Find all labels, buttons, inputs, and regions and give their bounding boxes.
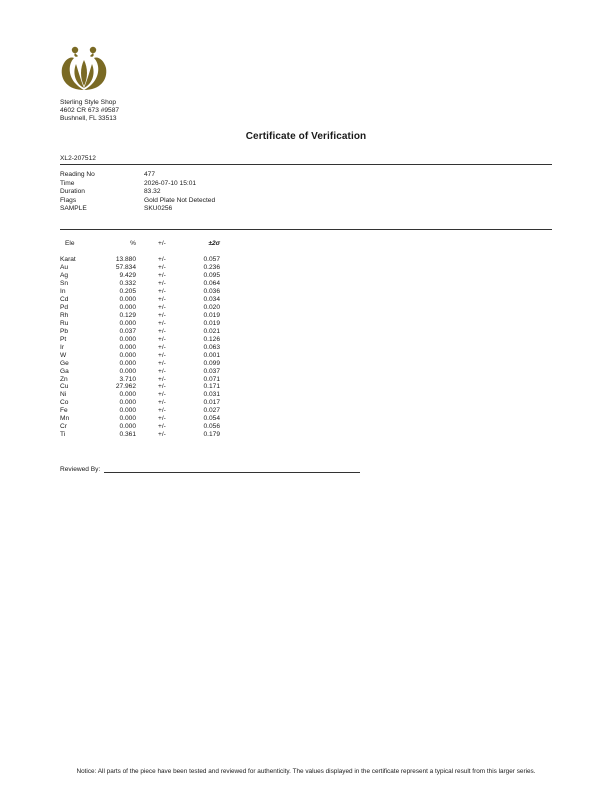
element-cell: Zn (60, 375, 68, 383)
percent-cell: 0.000 (119, 351, 136, 359)
percent-cell: 3.710 (119, 375, 136, 383)
table-row (60, 375, 220, 383)
table-row (60, 399, 220, 407)
table-row (60, 343, 220, 351)
table-row (60, 327, 220, 335)
plus-minus-cell: +/- (158, 296, 166, 304)
percent-cell: 0.000 (119, 423, 136, 431)
element-cell: Cr (60, 423, 67, 431)
plus-minus-cell: +/- (158, 312, 166, 320)
table-row (60, 431, 220, 439)
table-row (60, 391, 220, 399)
column-header-element: Ele (65, 240, 75, 247)
signature-line (104, 465, 360, 473)
table-header (60, 240, 220, 256)
info-value: SKU0256 (144, 205, 173, 213)
info-label: Time (60, 179, 75, 187)
plus-minus-cell: +/- (158, 367, 166, 375)
element-cell: Pt (60, 335, 67, 343)
element-cell: W (60, 351, 67, 359)
percent-cell: 0.361 (119, 431, 136, 439)
percent-cell: 0.000 (119, 407, 136, 415)
element-cell: Sn (60, 280, 69, 288)
error-cell: 0.036 (203, 288, 220, 296)
divider (60, 229, 552, 230)
info-value: 477 (144, 171, 156, 178)
error-cell: 0.017 (203, 399, 220, 407)
error-cell: 0.037 (203, 367, 220, 375)
error-cell: 0.064 (203, 280, 220, 288)
percent-cell: 0.000 (119, 319, 136, 327)
column-header-plus-minus: +/- (158, 240, 166, 247)
shop-address (60, 99, 119, 123)
table-row (60, 288, 220, 296)
element-cell: Rh (60, 312, 69, 320)
percent-cell: 0.000 (119, 367, 136, 375)
info-label: Reading No (60, 171, 95, 178)
plus-minus-cell: +/- (158, 391, 166, 399)
plus-minus-cell: +/- (158, 375, 166, 383)
element-cell: Fe (60, 407, 68, 415)
error-cell: 0.020 (203, 304, 220, 312)
error-cell: 0.057 (203, 256, 220, 264)
table-row (60, 423, 220, 431)
info-row-time (60, 180, 215, 189)
error-cell: 0.019 (203, 312, 220, 320)
table-row (60, 335, 220, 343)
shop-address-line2: Bushnell, FL 33513 (60, 115, 117, 122)
reviewed-by-label: Reviewed By: (60, 466, 101, 473)
info-row-reading-no (60, 171, 215, 180)
error-cell: 0.179 (203, 431, 220, 439)
element-cell: In (60, 288, 66, 296)
error-cell: 0.021 (203, 327, 220, 335)
lotus-flower-logo (58, 42, 110, 92)
plus-minus-cell: +/- (158, 335, 166, 343)
table-row (60, 256, 220, 264)
table-body (60, 256, 220, 439)
column-header-two-sigma: ±2σ (208, 240, 220, 247)
element-cell: Ga (60, 367, 69, 375)
element-cell: Cu (60, 383, 69, 391)
percent-cell: 0.000 (119, 391, 136, 399)
shop-name: Sterling Style Shop (60, 99, 117, 106)
element-cell: Ge (60, 359, 69, 367)
error-cell: 0.019 (203, 319, 220, 327)
plus-minus-cell: +/- (158, 423, 166, 431)
table-row (60, 383, 220, 391)
error-cell: 0.095 (203, 272, 220, 280)
element-cell: Co (60, 399, 69, 407)
percent-cell: 27.962 (115, 383, 136, 391)
error-cell: 0.236 (203, 264, 220, 272)
percent-cell: 9.429 (119, 272, 136, 280)
plus-minus-cell: +/- (158, 359, 166, 367)
error-cell: 0.056 (203, 423, 220, 431)
error-cell: 0.126 (203, 335, 220, 343)
divider (60, 164, 552, 165)
error-cell: 0.001 (203, 351, 220, 359)
element-cell: Ti (60, 431, 66, 439)
page-title (0, 131, 612, 142)
review-signature (60, 465, 360, 473)
info-row-duration (60, 188, 215, 197)
info-label: SAMPLE (60, 205, 87, 213)
element-cell: Pd (60, 304, 69, 312)
table-row (60, 359, 220, 367)
percent-cell: 0.037 (119, 327, 136, 335)
table-row (60, 296, 220, 304)
table-row (60, 415, 220, 423)
plus-minus-cell: +/- (158, 264, 166, 272)
percent-cell: 0.000 (119, 399, 136, 407)
table-row (60, 312, 220, 320)
table-row (60, 351, 220, 359)
plus-minus-cell: +/- (158, 280, 166, 288)
plus-minus-cell: +/- (158, 407, 166, 415)
table-row (60, 280, 220, 288)
plus-minus-cell: +/- (158, 343, 166, 351)
element-cell: Karat (60, 256, 76, 264)
plus-minus-cell: +/- (158, 327, 166, 335)
error-cell: 0.063 (203, 343, 220, 351)
percent-cell: 0.205 (119, 288, 136, 296)
percent-cell: 0.000 (119, 415, 136, 423)
table-row (60, 264, 220, 272)
reading-info (60, 171, 215, 214)
table-row (60, 304, 220, 312)
percent-cell: 57.834 (115, 264, 136, 272)
percent-cell: 0.000 (119, 335, 136, 343)
percent-cell: 0.000 (119, 343, 136, 351)
element-cell: Ni (60, 391, 67, 399)
composition-table (60, 240, 220, 439)
certificate-title: Certificate of Verification (245, 131, 367, 142)
info-row-sample (60, 205, 215, 214)
element-cell: Pb (60, 327, 69, 335)
info-value: 2026-07-10 15:01 (144, 179, 197, 187)
percent-cell: 0.129 (119, 312, 136, 320)
plus-minus-cell: +/- (158, 399, 166, 407)
info-value: Gold Plate Not Detected (144, 196, 216, 204)
error-cell: 0.027 (203, 407, 220, 415)
plus-minus-cell: +/- (158, 415, 166, 423)
info-label: Flags (60, 196, 77, 204)
column-header-percent: % (130, 240, 136, 247)
table-row (60, 320, 220, 328)
plus-minus-cell: +/- (158, 272, 166, 280)
table-row (60, 367, 220, 375)
plus-minus-cell: +/- (158, 288, 166, 296)
element-cell: Au (60, 264, 69, 272)
element-cell: Ir (60, 343, 65, 351)
percent-cell: 13.880 (115, 256, 136, 264)
element-cell: Cd (60, 296, 69, 304)
percent-cell: 0.332 (119, 280, 136, 288)
table-row (60, 272, 220, 280)
info-value: 83.32 (144, 188, 161, 196)
error-cell: 0.031 (203, 391, 220, 399)
plus-minus-cell: +/- (158, 319, 166, 327)
error-cell: 0.034 (203, 296, 220, 304)
plus-minus-cell: +/- (158, 351, 166, 359)
plus-minus-cell: +/- (158, 256, 166, 264)
percent-cell: 0.000 (119, 359, 136, 367)
table-row (60, 407, 220, 415)
error-cell: 0.054 (203, 415, 220, 423)
info-row-flags (60, 197, 215, 206)
notice-text: Notice: All parts of the piece have been tested and reviewed for authenticity. The values displayed in the certificate represent a typical result from this larger series. (76, 768, 536, 775)
percent-cell: 0.000 (119, 296, 136, 304)
shop-address-line1: 4602 CR 673 #9587 (60, 107, 120, 114)
info-label: Duration (60, 188, 85, 196)
plus-minus-cell: +/- (158, 431, 166, 439)
error-cell: 0.071 (203, 375, 220, 383)
plus-minus-cell: +/- (158, 304, 166, 312)
error-cell: 0.171 (203, 383, 220, 391)
serial-number: XL2-207512 (60, 155, 96, 162)
percent-cell: 0.000 (119, 304, 136, 312)
error-cell: 0.099 (203, 359, 220, 367)
element-cell: Ag (60, 272, 69, 280)
element-cell: Mn (60, 415, 70, 423)
element-cell: Ru (60, 319, 69, 327)
plus-minus-cell: +/- (158, 383, 166, 391)
